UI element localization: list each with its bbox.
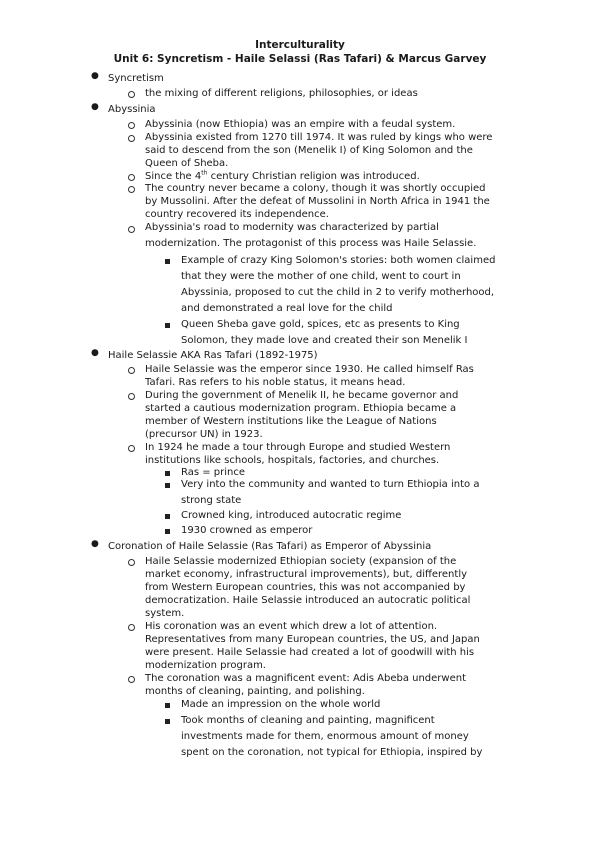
bullet-square	[165, 514, 170, 519]
coronation-point-3-line1: The coronation was a magnificent event: Adis Abeba underwent	[145, 673, 467, 684]
bullet-square	[165, 259, 170, 264]
abyssinia-point-3: Since the 4th century Christian religion was introduced.	[145, 169, 420, 182]
bullet-circle	[128, 367, 135, 374]
document-title: Interculturality	[255, 39, 345, 51]
bullet-square	[165, 719, 170, 724]
haile-point-2-line1: During the government of Menelik II, he became governor and	[145, 390, 459, 401]
abyssinia-sub-2-line1: Queen Sheba gave gold, spices, etc as presents to King	[181, 319, 460, 330]
abyssinia-point-2-line2: said to descend from the son (Menelik I) of King Solomon and the	[145, 145, 473, 156]
haile-sub-3: Crowned king, introduced autocratic regime	[181, 510, 402, 521]
bullet-disc: ●	[91, 71, 99, 81]
haile-point-2-line4: (precursor UN) in 1923.	[145, 429, 263, 440]
bullet-circle	[128, 676, 135, 683]
bullet-circle	[128, 122, 135, 129]
bullet-square	[165, 483, 170, 488]
coronation-point-2-line1: His coronation was an event which drew a lot of attention.	[145, 621, 438, 632]
bullet-circle	[128, 91, 135, 98]
coronation-point-1-line3: from Western European countries, this was not accompanied by	[145, 582, 466, 593]
coronation-sub-2-line2: investments made for them, enormous amount of money	[181, 731, 469, 742]
heading-coronation: Coronation of Haile Selassie (Ras Tafari) as Emperor of Abyssinia	[108, 541, 432, 552]
haile-point-2-line2: started a cautious modernization program. Ethiopia became a	[145, 403, 457, 414]
coronation-point-2-line2: Representatives from many European countries, the US, and Japan	[145, 634, 480, 645]
haile-point-1-line2: Tafari. Ras refers to his noble status, it means head.	[145, 377, 406, 388]
abyssinia-sub-1-line4: and demonstrated a real love for the child	[181, 303, 393, 314]
haile-point-2-line3: member of Western institutions like the League of Nations	[145, 416, 437, 427]
abyssinia-sub-2-line2: Solomon, they made love and created their son Menelik I	[181, 335, 468, 346]
haile-point-1-line1: Haile Selassie was the emperor since 1930. He called himself Ras	[145, 364, 474, 375]
abyssinia-sub-1-line2: that they were the mother of one child, went to court in	[181, 271, 461, 282]
bullet-disc: ●	[91, 102, 99, 112]
coronation-sub-2-line3: spent on the coronation, not typical for Ethiopia, inspired by	[181, 747, 483, 758]
haile-sub-2-line1: Very into the community and wanted to turn Ethiopia into a	[181, 479, 480, 490]
bullet-circle	[128, 186, 135, 193]
bullet-circle	[128, 445, 135, 452]
haile-point-3-line1: In 1924 he made a tour through Europe and studied Western	[145, 442, 451, 453]
coronation-sub-1: Made an impression on the whole world	[181, 699, 381, 710]
bullet-square	[165, 323, 170, 328]
syncretism-definition: the mixing of different religions, philosophies, or ideas	[145, 88, 418, 99]
bullet-square	[165, 703, 170, 708]
coronation-point-2-line3: were present. Haile Selassie had created a lot of goodwill with his	[145, 647, 475, 658]
haile-sub-4: 1930 crowned as emperor	[181, 525, 313, 536]
haile-sub-2-line2: strong state	[181, 495, 242, 506]
abyssinia-point-4-line3: country recovered its independence.	[145, 209, 329, 220]
document-subtitle: Unit 6: Syncretism - Haile Selassi (Ras Tafari) & Marcus Garvey	[113, 53, 487, 65]
coronation-point-1-line5: system.	[145, 608, 185, 619]
abyssinia-point-2-line1: Abyssinia existed from 1270 till 1974. It was ruled by kings who were	[145, 132, 493, 143]
abyssinia-point-5-line1: Abyssinia's road to modernity was characterized by partial	[145, 222, 439, 233]
abyssinia-point-4-line2: by Mussolini. After the defeat of Mussolini in North Africa in 1941 the	[145, 196, 490, 207]
heading-abyssinia: Abyssinia	[108, 104, 156, 115]
haile-sub-1: Ras = prince	[181, 467, 246, 478]
abyssinia-point-2-line3: Queen of Sheba.	[145, 158, 229, 169]
coronation-point-1-line4: democratization. Haile Selassie introduced an autocratic political	[145, 595, 471, 606]
haile-point-3-line2: institutions like schools, hospitals, factories, and churches.	[145, 455, 440, 466]
abyssinia-point-1: Abyssinia (now Ethiopia) was an empire with a feudal system.	[145, 119, 456, 130]
bullet-square	[165, 471, 170, 476]
heading-haile-selassie: Haile Selassie AKA Ras Tafari (1892-1975)	[108, 350, 318, 361]
abyssinia-sub-1-line3: Abyssinia, proposed to cut the child in 2 to verify motherhood,	[181, 287, 495, 298]
bullet-circle	[128, 174, 135, 181]
bullet-circle	[128, 226, 135, 233]
coronation-point-2-line4: modernization program.	[145, 660, 266, 671]
bullet-disc: ●	[91, 348, 99, 358]
bullet-disc: ●	[91, 539, 99, 549]
bullet-square	[165, 529, 170, 534]
coronation-point-3-line2: months of cleaning, painting, and polishing.	[145, 686, 365, 697]
bullet-circle	[128, 393, 135, 400]
bullet-circle	[128, 559, 135, 566]
abyssinia-point-4-line1: The country never became a colony, though it was shortly occupied	[145, 183, 486, 194]
abyssinia-sub-1-line1: Example of crazy King Solomon's stories: both women claimed	[181, 255, 496, 266]
abyssinia-point-5-line2: modernization. The protagonist of this process was Haile Selassie.	[145, 238, 477, 249]
coronation-point-1-line1: Haile Selassie modernized Ethiopian society (expansion of the	[145, 556, 457, 567]
bullet-circle	[128, 624, 135, 631]
coronation-sub-2-line1: Took months of cleaning and painting, magnificent	[181, 715, 435, 726]
coronation-point-1-line2: market economy, infrastructural improvements), but, differently	[145, 569, 468, 580]
heading-syncretism: Syncretism	[108, 73, 164, 84]
bullet-circle	[128, 135, 135, 142]
